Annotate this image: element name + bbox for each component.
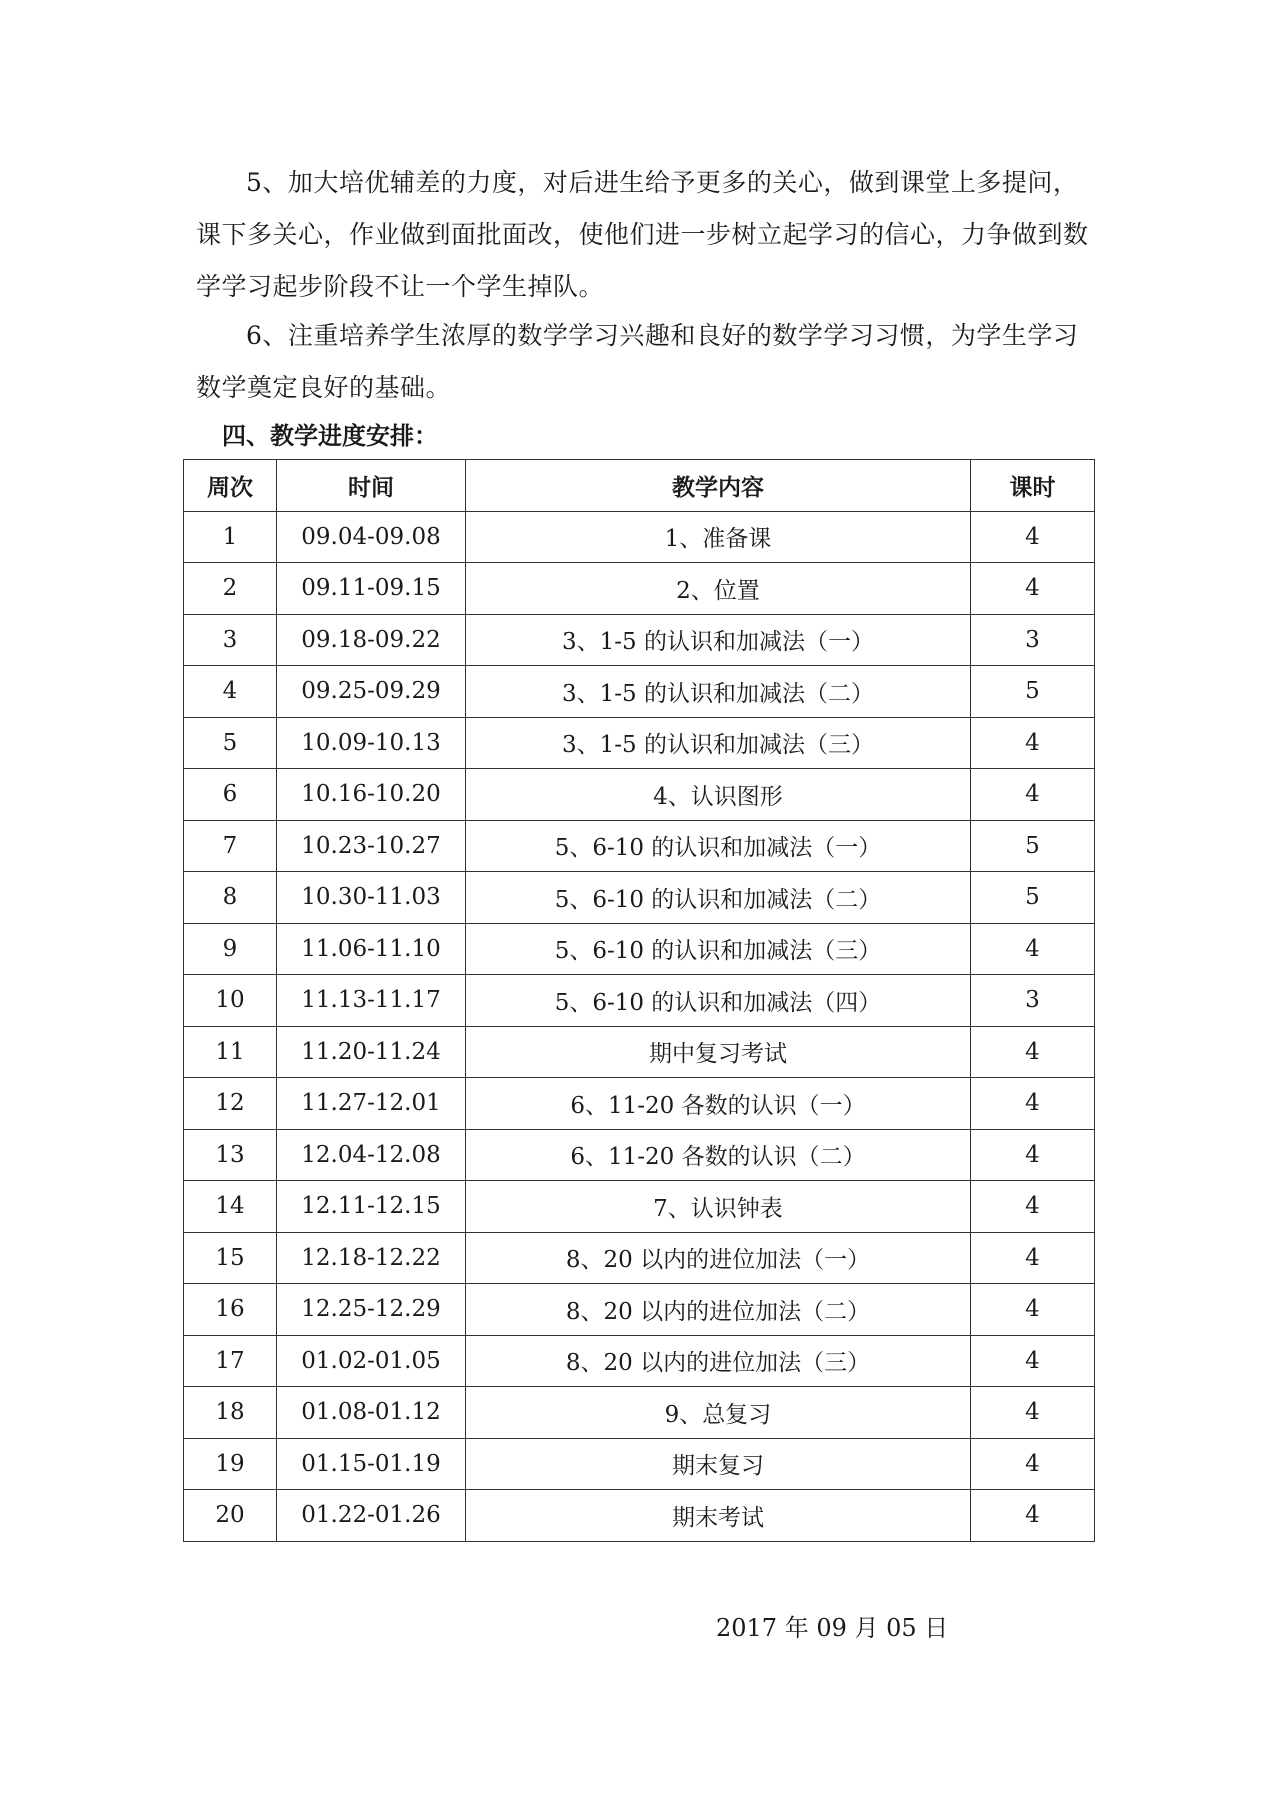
cell-time: 01.22-01.26 (277, 1490, 466, 1542)
cell-time: 09.11-09.15 (277, 563, 466, 615)
cell-hours: 4 (971, 1078, 1095, 1130)
table-row (184, 975, 1095, 1027)
cell-content: 8、20 以内的进位加法（二） (466, 1284, 971, 1336)
cell-content: 1、准备课 (466, 511, 971, 563)
cell-time: 11.06-11.10 (277, 923, 466, 975)
table-row (184, 1129, 1095, 1181)
table-row (184, 1181, 1095, 1233)
header-week: 周次 (184, 460, 277, 512)
cell-week: 11 (184, 1026, 277, 1078)
cell-week: 5 (184, 717, 277, 769)
cell-time: 01.15-01.19 (277, 1438, 466, 1490)
cell-content: 6、11-20 各数的认识（二） (466, 1129, 971, 1181)
cell-content: 5、6-10 的认识和加减法（三） (466, 923, 971, 975)
cell-week: 1 (184, 511, 277, 563)
cell-hours: 4 (971, 1284, 1095, 1336)
cell-time: 10.23-10.27 (277, 820, 466, 872)
cell-week: 19 (184, 1438, 277, 1490)
cell-hours: 4 (971, 717, 1095, 769)
cell-week: 12 (184, 1078, 277, 1130)
cell-content: 3、1-5 的认识和加减法（二） (466, 666, 971, 718)
table-row (184, 1335, 1095, 1387)
table-row (184, 820, 1095, 872)
cell-content: 4、认识图形 (466, 769, 971, 821)
cell-time: 01.02-01.05 (277, 1335, 466, 1387)
cell-hours: 4 (971, 769, 1095, 821)
cell-time: 10.16-10.20 (277, 769, 466, 821)
table-row (184, 511, 1095, 563)
cell-week: 17 (184, 1335, 277, 1387)
cell-time: 12.18-12.22 (277, 1232, 466, 1284)
cell-hours: 4 (971, 1026, 1095, 1078)
cell-hours: 4 (971, 1438, 1095, 1490)
paragraph-item-6: 6、注重培养学生浓厚的数学学习兴趣和良好的数学学习习惯，为学生学习数学奠定良好的基础。 (196, 321, 1079, 402)
header-content: 教学内容 (466, 460, 971, 512)
paragraph-item-5: 5、加大培优辅差的力度，对后进生给予更多的关心，做到课堂上多提问，课下多关心，作业做到面批面改，使他们进一步树立起学习的信心，力争做到数学学习起步阶段不让一个学生掉队。 (196, 168, 1089, 301)
table-row (184, 1284, 1095, 1336)
cell-hours: 4 (971, 923, 1095, 975)
cell-week: 10 (184, 975, 277, 1027)
cell-hours: 4 (971, 1387, 1095, 1439)
table-header-row (184, 460, 1095, 512)
table-row (184, 923, 1095, 975)
cell-hours: 4 (971, 511, 1095, 563)
cell-week: 3 (184, 614, 277, 666)
table-body (184, 511, 1095, 1541)
cell-week: 9 (184, 923, 277, 975)
cell-hours: 5 (971, 820, 1095, 872)
cell-time: 10.30-11.03 (277, 872, 466, 924)
header-hours: 课时 (971, 460, 1095, 512)
table-row (184, 1026, 1095, 1078)
cell-hours: 4 (971, 563, 1095, 615)
cell-week: 6 (184, 769, 277, 821)
table-row (184, 717, 1095, 769)
cell-week: 13 (184, 1129, 277, 1181)
table-row (184, 1438, 1095, 1490)
cell-hours: 4 (971, 1335, 1095, 1387)
cell-content: 期末考试 (466, 1490, 971, 1542)
cell-week: 16 (184, 1284, 277, 1336)
cell-content: 5、6-10 的认识和加减法（四） (466, 975, 971, 1027)
cell-time: 01.08-01.12 (277, 1387, 466, 1439)
cell-content: 5、6-10 的认识和加减法（一） (466, 820, 971, 872)
cell-hours: 4 (971, 1232, 1095, 1284)
teaching-schedule-table (183, 459, 1095, 1542)
cell-content: 6、11-20 各数的认识（一） (466, 1078, 971, 1130)
cell-content: 5、6-10 的认识和加减法（二） (466, 872, 971, 924)
cell-hours: 3 (971, 614, 1095, 666)
cell-content: 3、1-5 的认识和加减法（一） (466, 614, 971, 666)
cell-time: 12.11-12.15 (277, 1181, 466, 1233)
cell-week: 20 (184, 1490, 277, 1542)
table-row (184, 872, 1095, 924)
cell-content: 期末复习 (466, 1438, 971, 1490)
cell-hours: 5 (971, 872, 1095, 924)
header-time: 时间 (277, 460, 466, 512)
cell-week: 4 (184, 666, 277, 718)
cell-content: 8、20 以内的进位加法（一） (466, 1232, 971, 1284)
cell-content: 7、认识钟表 (466, 1181, 971, 1233)
cell-week: 8 (184, 872, 277, 924)
cell-time: 12.25-12.29 (277, 1284, 466, 1336)
cell-time: 12.04-12.08 (277, 1129, 466, 1181)
cell-week: 15 (184, 1232, 277, 1284)
cell-time: 09.18-09.22 (277, 614, 466, 666)
document-date: 2017 年 09 月 05 日 (716, 1614, 949, 1642)
cell-hours: 4 (971, 1181, 1095, 1233)
cell-hours: 3 (971, 975, 1095, 1027)
cell-time: 11.20-11.24 (277, 1026, 466, 1078)
cell-hours: 5 (971, 666, 1095, 718)
section-heading-schedule: 四、教学进度安排： (222, 422, 438, 450)
cell-week: 14 (184, 1181, 277, 1233)
cell-hours: 4 (971, 1129, 1095, 1181)
cell-hours: 4 (971, 1490, 1095, 1542)
table-row (184, 614, 1095, 666)
table-row (184, 1387, 1095, 1439)
cell-week: 2 (184, 563, 277, 615)
table-row (184, 666, 1095, 718)
cell-content: 期中复习考试 (466, 1026, 971, 1078)
cell-time: 11.27-12.01 (277, 1078, 466, 1130)
table-row (184, 1490, 1095, 1542)
cell-content: 2、位置 (466, 563, 971, 615)
table-row (184, 1232, 1095, 1284)
cell-time: 11.13-11.17 (277, 975, 466, 1027)
table-row (184, 1078, 1095, 1130)
table-row (184, 563, 1095, 615)
cell-content: 9、总复习 (466, 1387, 971, 1439)
cell-time: 09.04-09.08 (277, 511, 466, 563)
cell-week: 18 (184, 1387, 277, 1439)
cell-content: 3、1-5 的认识和加减法（三） (466, 717, 971, 769)
table-row (184, 769, 1095, 821)
cell-time: 09.25-09.29 (277, 666, 466, 718)
cell-week: 7 (184, 820, 277, 872)
cell-time: 10.09-10.13 (277, 717, 466, 769)
cell-content: 8、20 以内的进位加法（三） (466, 1335, 971, 1387)
